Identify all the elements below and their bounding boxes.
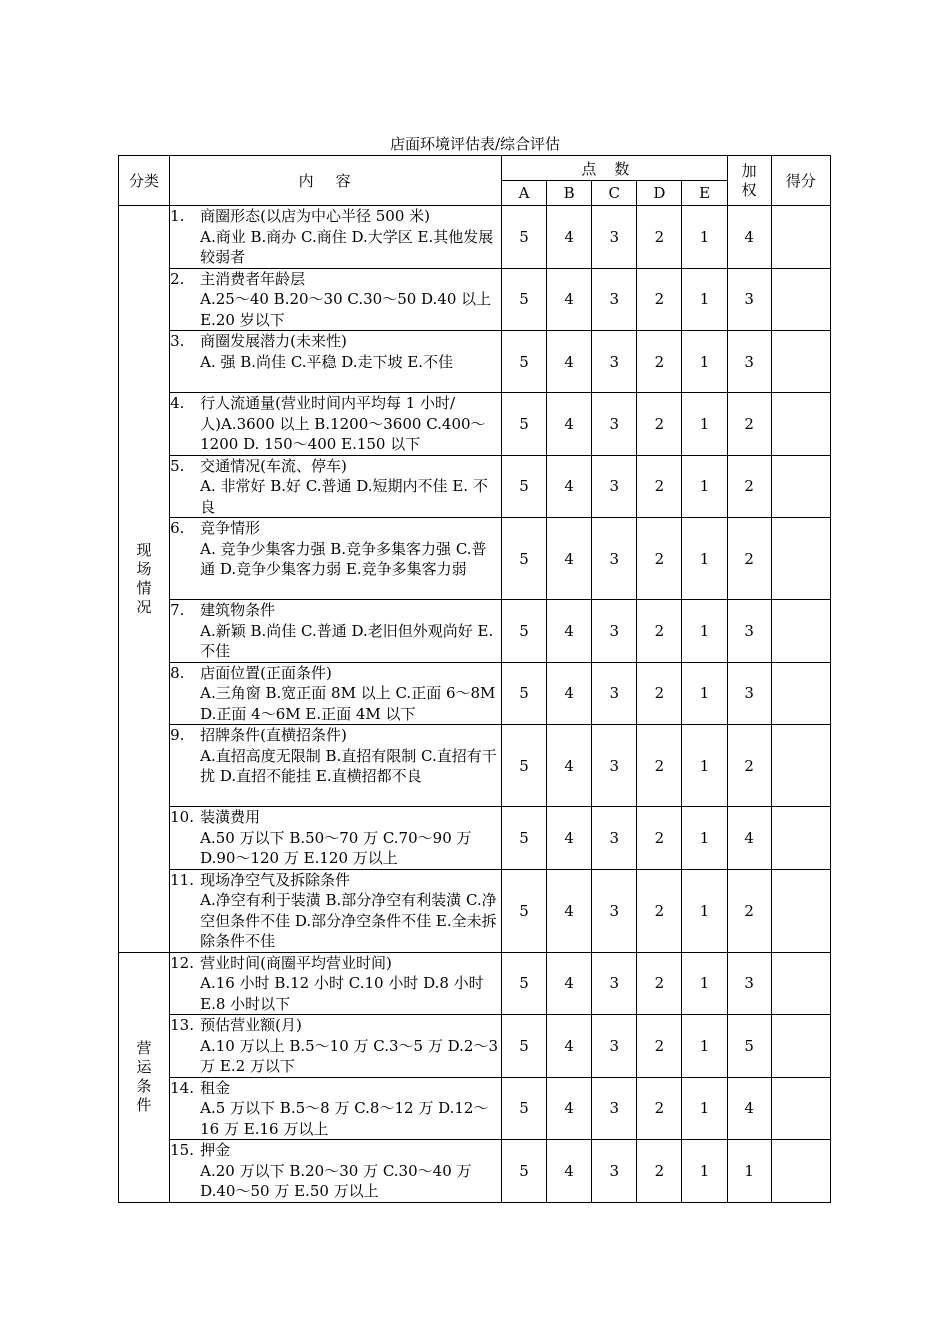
point-b: 4 bbox=[547, 331, 592, 393]
item-number: 11. bbox=[170, 870, 194, 889]
item-number: 14. bbox=[170, 1078, 194, 1097]
point-e: 1 bbox=[682, 268, 727, 331]
item-title bbox=[170, 725, 501, 746]
weight-value: 3 bbox=[727, 952, 771, 1015]
point-a: 5 bbox=[502, 952, 547, 1015]
item-title-text: 主消费者年龄层 bbox=[200, 269, 306, 288]
point-e: 1 bbox=[682, 807, 727, 870]
item-number: 5. bbox=[170, 456, 185, 475]
item-title-text: 租金 bbox=[200, 1078, 231, 1097]
item-title bbox=[170, 393, 501, 414]
score-input-cell[interactable] bbox=[771, 1015, 830, 1078]
point-d: 2 bbox=[637, 807, 682, 870]
point-d: 2 bbox=[637, 518, 682, 600]
score-input-cell[interactable] bbox=[771, 268, 830, 331]
point-b: 4 bbox=[547, 869, 592, 952]
item-options: A.新颖 B.尚佳 C.普通 D.老旧但外观尚好 E.不佳 bbox=[200, 621, 494, 660]
score-input-cell[interactable] bbox=[771, 662, 830, 725]
table-row bbox=[119, 952, 831, 1015]
item-title-text: 交通情况(车流、停车) bbox=[200, 456, 347, 475]
item-title bbox=[170, 807, 501, 828]
point-a: 5 bbox=[502, 455, 547, 518]
content-cell bbox=[170, 725, 502, 807]
point-e: 1 bbox=[682, 1077, 727, 1140]
item-title bbox=[170, 518, 501, 539]
score-input-cell[interactable] bbox=[771, 869, 830, 952]
header-category: 分类 bbox=[119, 156, 170, 206]
category-char: 件 bbox=[136, 1096, 152, 1114]
point-d: 2 bbox=[637, 455, 682, 518]
category-char: 情 bbox=[136, 578, 152, 597]
item-title bbox=[170, 663, 501, 684]
point-d: 2 bbox=[637, 952, 682, 1015]
point-e: 1 bbox=[682, 393, 727, 456]
content-cell bbox=[170, 206, 502, 269]
score-input-cell[interactable] bbox=[771, 206, 830, 269]
table-row bbox=[119, 1015, 831, 1078]
point-c: 3 bbox=[592, 206, 637, 269]
point-e: 1 bbox=[682, 206, 727, 269]
point-d: 2 bbox=[637, 1015, 682, 1078]
score-input-cell[interactable] bbox=[771, 1077, 830, 1140]
point-c: 3 bbox=[592, 1015, 637, 1078]
item-options: A. 非常好 B.好 C.普通 D.短期内不佳 E. 不良 bbox=[200, 477, 488, 516]
weight-value: 2 bbox=[727, 869, 771, 952]
item-title bbox=[170, 600, 501, 621]
weight-value: 2 bbox=[727, 725, 771, 807]
category-char: 营 bbox=[136, 1039, 152, 1057]
table-body bbox=[119, 206, 831, 1203]
table-row bbox=[119, 807, 831, 870]
point-a: 5 bbox=[502, 807, 547, 870]
header-letter-a: A bbox=[502, 181, 547, 206]
point-c: 3 bbox=[592, 600, 637, 663]
point-e: 1 bbox=[682, 600, 727, 663]
item-title-text: 建筑物条件 bbox=[200, 601, 276, 619]
point-d: 2 bbox=[637, 725, 682, 807]
item-options: 人)A.3600 以上 B.1200～3600 C.400～1200 D. 150～400 E.150 以下 bbox=[200, 414, 486, 453]
content-cell bbox=[170, 869, 502, 952]
point-b: 4 bbox=[547, 455, 592, 518]
document-title: 店面环境评估表/综合评估 bbox=[389, 135, 561, 153]
item-number: 4. bbox=[170, 394, 185, 412]
item-title-text: 商圈发展潜力(未来性) bbox=[200, 332, 347, 350]
header-score: 得分 bbox=[771, 156, 830, 206]
point-d: 2 bbox=[637, 1077, 682, 1140]
item-number: 15. bbox=[170, 1141, 194, 1159]
score-input-cell[interactable] bbox=[771, 331, 830, 393]
content-cell bbox=[170, 662, 502, 725]
item-number: 10. bbox=[170, 808, 194, 826]
content-cell bbox=[170, 807, 502, 870]
item-options: A.三角窗 B.宽正面 8M 以上 C.正面 6～8M D.正面 4～6M E.正面 4M 以下 bbox=[200, 684, 496, 723]
point-e: 1 bbox=[682, 1140, 727, 1203]
item-options: A.10 万以上 B.5～10 万 C.3～5 万 D.2～3 万 E.2 万以下 bbox=[200, 1036, 498, 1075]
weight-value: 3 bbox=[727, 662, 771, 725]
weight-value: 1 bbox=[727, 1140, 771, 1203]
item-options: A.净空有利于装潢 B.部分净空有利装潢 C.净空但条件不佳 D.部分净空条件不佳 E.全未拆除条件不佳 bbox=[200, 891, 497, 950]
point-a: 5 bbox=[502, 518, 547, 600]
content-cell bbox=[170, 600, 502, 663]
weight-value: 4 bbox=[727, 206, 771, 269]
content-cell bbox=[170, 455, 502, 518]
item-title-text: 招牌条件(直横招条件) bbox=[200, 726, 347, 744]
point-d: 2 bbox=[637, 662, 682, 725]
header-weight-line-2: 权 bbox=[741, 180, 757, 199]
point-c: 3 bbox=[592, 662, 637, 725]
item-title-text: 店面位置(正面条件) bbox=[200, 663, 332, 682]
point-c: 3 bbox=[592, 331, 637, 393]
point-a: 5 bbox=[502, 725, 547, 807]
content-cell bbox=[170, 952, 502, 1015]
point-b: 4 bbox=[547, 807, 592, 870]
content-cell bbox=[170, 518, 502, 600]
item-options: A. 竞争少集客力强 B.竞争多集客力强 C.普通 D.竞争少集客力弱 E.竞争多集客力弱 bbox=[200, 539, 487, 578]
table-row bbox=[119, 1077, 831, 1140]
content-cell bbox=[170, 1077, 502, 1140]
table-row bbox=[119, 455, 831, 518]
point-a: 5 bbox=[502, 206, 547, 269]
item-title bbox=[170, 331, 501, 352]
point-e: 1 bbox=[682, 725, 727, 807]
header-letter-c: C bbox=[592, 181, 637, 206]
table-row bbox=[119, 600, 831, 663]
point-e: 1 bbox=[682, 518, 727, 600]
point-e: 1 bbox=[682, 952, 727, 1015]
category-char: 场 bbox=[136, 559, 152, 578]
content-cell bbox=[170, 393, 502, 456]
point-c: 3 bbox=[592, 952, 637, 1015]
content-cell bbox=[170, 1140, 502, 1203]
score-input-cell[interactable] bbox=[771, 725, 830, 807]
item-options: A.25～40 B.20～30 C.30～50 D.40 以上 E.20 岁以下 bbox=[200, 290, 492, 329]
item-number: 13. bbox=[170, 1016, 194, 1034]
item-options: A.20 万以下 B.20～30 万 C.30～40 万 D.40～50 万 E.50 万以上 bbox=[200, 1161, 472, 1200]
point-b: 4 bbox=[547, 393, 592, 456]
point-c: 3 bbox=[592, 268, 637, 331]
point-e: 1 bbox=[682, 331, 727, 393]
item-number: 7. bbox=[170, 601, 185, 619]
point-c: 3 bbox=[592, 393, 637, 456]
table-row bbox=[119, 662, 831, 725]
point-d: 2 bbox=[637, 393, 682, 456]
item-title bbox=[170, 269, 501, 290]
point-b: 4 bbox=[547, 518, 592, 600]
point-c: 3 bbox=[592, 807, 637, 870]
table-row bbox=[119, 869, 831, 952]
score-input-cell[interactable] bbox=[771, 393, 830, 456]
item-number: 6. bbox=[170, 519, 185, 537]
header-letter-b: B bbox=[547, 181, 592, 206]
point-e: 1 bbox=[682, 869, 727, 952]
point-a: 5 bbox=[502, 869, 547, 952]
item-title-text: 预估营业额(月) bbox=[200, 1016, 302, 1034]
point-c: 3 bbox=[592, 518, 637, 600]
item-title-text: 装潢费用 bbox=[200, 808, 261, 826]
weight-value: 3 bbox=[727, 600, 771, 663]
weight-value: 2 bbox=[727, 518, 771, 600]
content-cell bbox=[170, 268, 502, 331]
point-b: 4 bbox=[547, 1077, 592, 1140]
header-points: 点数 bbox=[502, 156, 728, 181]
item-title-text: 营业时间(商圈平均营业时间) bbox=[200, 953, 392, 972]
score-input-cell[interactable] bbox=[771, 1140, 830, 1203]
point-c: 3 bbox=[592, 725, 637, 807]
item-title-text: 竞争情形 bbox=[200, 519, 261, 537]
point-b: 4 bbox=[547, 600, 592, 663]
item-title-text: 押金 bbox=[200, 1141, 231, 1159]
item-number: 12. bbox=[170, 953, 194, 972]
item-title bbox=[170, 870, 501, 891]
item-title bbox=[170, 1140, 501, 1161]
point-b: 4 bbox=[547, 268, 592, 331]
point-d: 2 bbox=[637, 869, 682, 952]
point-b: 4 bbox=[547, 952, 592, 1015]
item-number: 8. bbox=[170, 663, 185, 682]
table-row bbox=[119, 1140, 831, 1203]
item-title-text: 商圈形态(以店为中心半径 500 米) bbox=[200, 207, 430, 225]
header-weight-line-1: 加 bbox=[741, 161, 757, 180]
score-input-cell[interactable] bbox=[771, 807, 830, 870]
category-cell bbox=[119, 952, 170, 1202]
category-char: 条 bbox=[136, 1077, 152, 1095]
item-title-text: 现场净空气及拆除条件 bbox=[200, 870, 351, 889]
header-letter-e: E bbox=[682, 181, 727, 206]
point-e: 1 bbox=[682, 662, 727, 725]
point-a: 5 bbox=[502, 1140, 547, 1203]
category-char: 运 bbox=[136, 1058, 152, 1076]
category-char: 现 bbox=[136, 540, 152, 559]
item-options: A.16 小时 B.12 小时 C.10 小时 D.8 小时 E.8 小时以下 bbox=[200, 974, 484, 1013]
point-b: 4 bbox=[547, 725, 592, 807]
weight-value: 3 bbox=[727, 331, 771, 393]
header-letter-d: D bbox=[637, 181, 682, 206]
point-b: 4 bbox=[547, 662, 592, 725]
table-row bbox=[119, 518, 831, 600]
point-e: 1 bbox=[682, 1015, 727, 1078]
weight-value: 3 bbox=[727, 268, 771, 331]
point-d: 2 bbox=[637, 206, 682, 269]
content-cell bbox=[170, 331, 502, 393]
item-number: 1. bbox=[170, 207, 185, 225]
item-title bbox=[170, 1015, 501, 1036]
weight-value: 2 bbox=[727, 393, 771, 456]
item-number: 3. bbox=[170, 332, 185, 350]
item-number: 9. bbox=[170, 726, 185, 744]
table-row bbox=[119, 206, 831, 269]
score-input-cell[interactable] bbox=[771, 455, 830, 518]
point-c: 3 bbox=[592, 1140, 637, 1203]
point-a: 5 bbox=[502, 1015, 547, 1078]
point-c: 3 bbox=[592, 1077, 637, 1140]
score-input-cell[interactable] bbox=[771, 518, 830, 600]
item-title bbox=[170, 953, 501, 974]
point-a: 5 bbox=[502, 1077, 547, 1140]
item-title bbox=[170, 1078, 501, 1099]
point-a: 5 bbox=[502, 600, 547, 663]
evaluation-table bbox=[118, 155, 831, 1203]
header-weight bbox=[727, 156, 771, 206]
table-row bbox=[119, 393, 831, 456]
point-a: 5 bbox=[502, 268, 547, 331]
category-char: 况 bbox=[136, 597, 152, 616]
point-b: 4 bbox=[547, 1140, 592, 1203]
item-options: A.商业 B.商办 C.商住 D.大学区 E.其他发展较弱者 bbox=[200, 227, 494, 266]
weight-value: 5 bbox=[727, 1015, 771, 1078]
weight-value: 4 bbox=[727, 1077, 771, 1140]
content-cell bbox=[170, 1015, 502, 1078]
header-content: 内容 bbox=[170, 156, 502, 206]
item-number: 2. bbox=[170, 269, 185, 288]
category-cell bbox=[119, 206, 170, 953]
weight-value: 2 bbox=[727, 455, 771, 518]
item-title-text: 行人流通量(营业时间内平均每 1 小时/ bbox=[200, 394, 456, 412]
point-c: 3 bbox=[592, 869, 637, 952]
weight-value: 4 bbox=[727, 807, 771, 870]
score-input-cell[interactable] bbox=[771, 600, 830, 663]
item-options: A.50 万以下 B.50～70 万 C.70～90 万 D.90～120 万 E.120 万以上 bbox=[200, 828, 472, 867]
point-a: 5 bbox=[502, 662, 547, 725]
point-d: 2 bbox=[637, 268, 682, 331]
table-row bbox=[119, 268, 831, 331]
item-options: A.直招高度无限制 B.直招有限制 C.直招有干扰 D.直招不能挂 E.直横招都不良 bbox=[200, 746, 497, 785]
point-c: 3 bbox=[592, 455, 637, 518]
point-e: 1 bbox=[682, 455, 727, 518]
point-d: 2 bbox=[637, 331, 682, 393]
point-d: 2 bbox=[637, 1140, 682, 1203]
score-input-cell[interactable] bbox=[771, 952, 830, 1015]
point-b: 4 bbox=[547, 1015, 592, 1078]
item-title bbox=[170, 456, 501, 477]
item-options: A.5 万以下 B.5～8 万 C.8～12 万 D.12～16 万 E.16 万以上 bbox=[200, 1099, 489, 1138]
point-b: 4 bbox=[547, 206, 592, 269]
point-a: 5 bbox=[502, 393, 547, 456]
table-row bbox=[119, 725, 831, 807]
point-d: 2 bbox=[637, 600, 682, 663]
item-options: A. 强 B.尚佳 C.平稳 D.走下坡 E.不佳 bbox=[200, 352, 454, 371]
item-title bbox=[170, 206, 501, 227]
point-a: 5 bbox=[502, 331, 547, 393]
table-row bbox=[119, 331, 831, 393]
